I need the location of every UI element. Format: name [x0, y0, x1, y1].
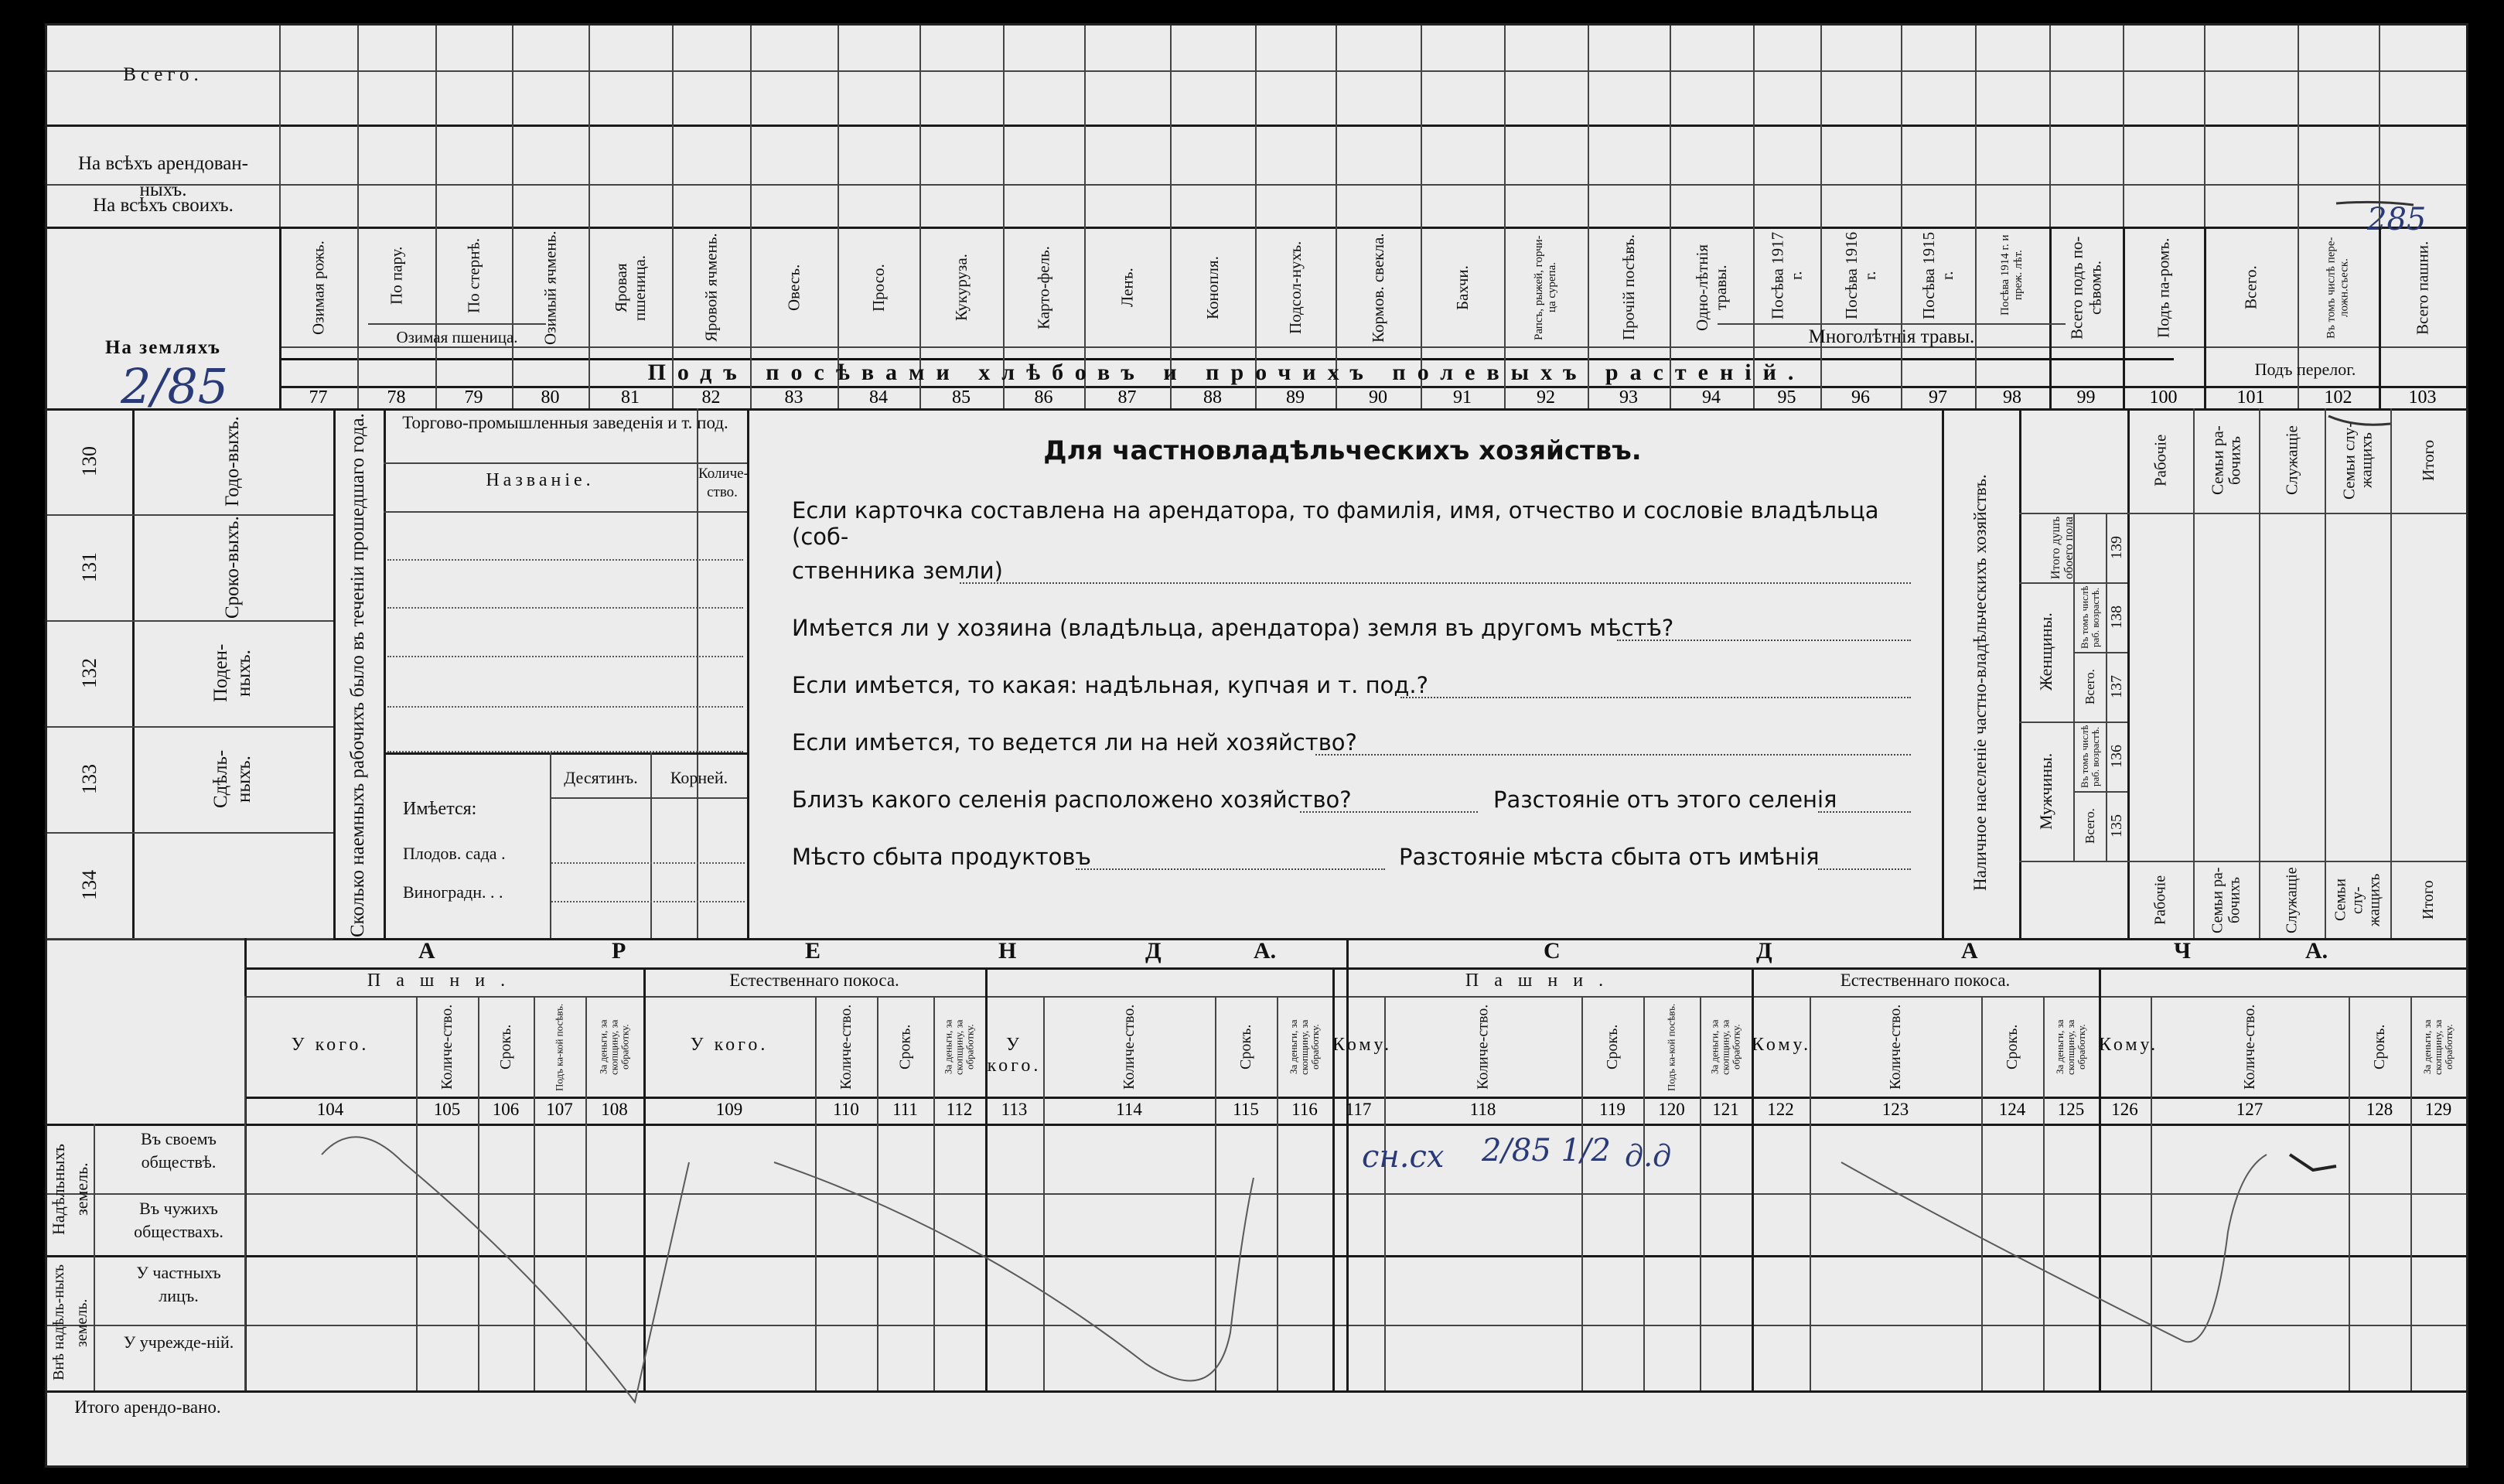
lease-group-pashni: Пашни.: [367, 971, 521, 991]
row-in-own-society: Въ своемъ обществѣ.: [141, 1129, 217, 1172]
lease-column-header: Количе-ство.: [2241, 1004, 2258, 1090]
lease-column-number: 129: [2424, 1100, 2452, 1119]
crop-column-number: 99: [2076, 387, 2096, 408]
crop-column-number: 80: [541, 387, 560, 408]
crop-column-header: Карто-фель.: [1034, 246, 1053, 329]
row-label-rented: На всѣхъ арендован-ныхъ.: [77, 153, 249, 200]
crop-column-number: 98: [2003, 387, 2021, 408]
population-caption: Наличное населеніе частно-владѣльческихъ хозяйствъ.: [1970, 474, 1990, 892]
worker-column-label: Сдѣль-ныхъ.: [210, 749, 254, 809]
crop-column-number: 91: [1453, 387, 1472, 408]
workers-caption: Сколько наемныхъ рабочихъ было въ теченіи прошедшаго года.: [347, 413, 368, 937]
crop-column-number: 83: [784, 387, 803, 408]
crop-column-number: 103: [2408, 387, 2437, 408]
crop-column-header: Одно-лѣтнія травы.: [1693, 244, 1730, 332]
lease-column-number: 125: [2057, 1100, 2085, 1119]
women-working-age: Въ томъ числѣ раб. возрастѣ.: [2079, 585, 2101, 649]
right-panel-header: Семьи ра-бочихъ: [2208, 425, 2244, 496]
crop-column-number: 102: [2324, 387, 2352, 408]
lease-column-number: 124: [1998, 1100, 2026, 1119]
roots-label: Корней.: [670, 768, 728, 787]
lease-column-header: Кому.: [2099, 1035, 2159, 1055]
crop-column-number: 96: [1851, 387, 1870, 408]
crop-column-number: 90: [1369, 387, 1387, 408]
vineyards-label: Виноградн. . .: [403, 882, 503, 902]
lease-column-number: 112: [946, 1100, 973, 1119]
orchards-label: Плодов. сада .: [403, 844, 506, 863]
lease-column-number: 110: [833, 1100, 859, 1119]
lease-column-header: Количе-ство.: [1121, 1004, 1138, 1090]
handwritten-plot-number: 2/85: [121, 358, 229, 414]
crop-column-header: Овесъ.: [784, 264, 803, 312]
distance-market-label: Разстояніе мѣста сбыта отъ имѣнія: [1399, 844, 1820, 870]
worker-column-label: Сроко-выхъ.: [222, 516, 243, 619]
lease-column-header: Количе-ство.: [438, 1004, 455, 1090]
distance-village-label: Разстояніе отъ этого селенія: [1493, 786, 1837, 813]
crop-column-header: Подсол-нухъ.: [1286, 241, 1305, 335]
handwritten-entry-3: д.д: [1625, 1139, 1672, 1173]
worker-column-number: 133: [78, 764, 101, 794]
crop-column-header: По пару.: [387, 246, 406, 305]
row-label-own: На всѣхъ своихъ.: [93, 194, 234, 216]
form-line-4: Если имѣется, то какая: надѣльная, купчая и т. под.?: [792, 672, 1428, 698]
crop-column-header: Посѣва 1917 г.: [1768, 231, 1806, 319]
population-men: Мужчины.: [2036, 752, 2055, 830]
arenda-letter: А.: [1254, 938, 1277, 964]
crop-column-number: 84: [869, 387, 888, 408]
row-total-rented: Итого арендо-вано.: [74, 1397, 221, 1417]
sdacha-letter: А: [1961, 938, 1978, 964]
lease-column-header: За деньги, за скопщину, за обработку.: [942, 1019, 976, 1075]
crop-column-header: Посѣва 1915 г.: [1919, 231, 1956, 319]
lease-column-header: Срокъ.: [2004, 1024, 2021, 1070]
num-139: 139: [2108, 536, 2125, 559]
sdacha-letter: Д: [1756, 938, 1772, 964]
crop-column-header: Всего.: [2241, 265, 2260, 310]
private-form-title: Для частновладѣльческихъ хозяйствъ.: [1043, 435, 1642, 466]
lease-column-header: Срокъ.: [497, 1024, 514, 1070]
form-line-1: Если карточка составлена на арендатора, то фамилія, имя, отчество и сословіе владѣльца (соб-: [792, 497, 1879, 550]
crop-column-header: Конопля.: [1203, 256, 1222, 319]
lease-group-pokos: Естественнаго покоса.: [729, 971, 899, 990]
women-total: Всего.: [2083, 669, 2097, 704]
worker-column-number: 130: [78, 446, 101, 476]
sdacha-letter: А.: [2305, 938, 2328, 964]
row-label-total: Всего.: [123, 64, 203, 85]
worker-column-label: Годо-выхъ.: [222, 416, 243, 507]
crop-column-number: 101: [2236, 387, 2265, 408]
form-line-7: Мѣсто сбыта продуктовъ: [792, 844, 1091, 870]
lease-column-number: 105: [433, 1100, 461, 1119]
handwritten-corner-number: 285: [2367, 202, 2427, 237]
sdacha-group-pashni: Пашни.: [1465, 971, 1619, 991]
lease-column-number: 122: [1767, 1100, 1794, 1119]
right-panel-footer: Служащіе: [2283, 867, 2301, 933]
lease-column-header: У кого.: [690, 1035, 769, 1055]
has-label: Имѣется:: [403, 799, 477, 819]
crop-column-header: Бахчи.: [1453, 265, 1472, 310]
lease-column-number: 127: [2236, 1100, 2263, 1119]
crop-column-header: Яровой ячмень.: [701, 233, 721, 343]
lease-column-header: Кому.: [1752, 1035, 1812, 1055]
lease-column-number: 115: [1233, 1100, 1259, 1119]
arenda-letter: Д: [1145, 938, 1162, 964]
lease-column-header: У кого.: [291, 1035, 370, 1055]
lease-column-number: 107: [546, 1100, 573, 1119]
worker-column-label: Поден-ныхъ.: [210, 643, 254, 703]
men-working-age: Въ томъ числѣ раб. возрастѣ.: [2079, 725, 2101, 788]
lease-column-number: 117: [1345, 1100, 1372, 1119]
lease-column-number: 120: [1658, 1100, 1685, 1119]
arenda-letter: Р: [612, 938, 626, 964]
form-line-3: Имѣется ли у хозяина (владѣльца, арендатора) земля въ другомъ мѣстѣ?: [792, 615, 1674, 641]
crop-column-header: Просо.: [869, 264, 888, 312]
lease-column-number: 128: [2366, 1100, 2393, 1119]
lease-column-header: За деньги, за скопщину, за обработку.: [2054, 1019, 2087, 1075]
lease-column-number: 111: [892, 1100, 918, 1119]
crop-column-number: 79: [464, 387, 483, 408]
num-136: 136: [2108, 745, 2125, 768]
sdacha-group-pokos: Естественнаго покоса.: [1840, 971, 2011, 990]
right-panel-footer: Семьи слу-жащихъ: [2332, 873, 2383, 927]
crop-column-header: Посѣва 1914 г. и преж. лѣт.: [1999, 234, 2025, 316]
lease-column-number: 118: [1469, 1100, 1496, 1119]
crop-column-header: Всего подъ по-сѣвомъ.: [2067, 236, 2105, 339]
lease-column-header: Количе-ство.: [838, 1004, 855, 1090]
arenda-letter: Н: [998, 938, 1017, 964]
arenda-letter: А: [418, 938, 435, 964]
right-panel-footer: Рабочіе: [2151, 875, 2169, 926]
crop-column-header: Посѣва 1916 г.: [1842, 231, 1879, 319]
right-panel-header: Служащіе: [2282, 425, 2301, 496]
establishments-name-col: Названіе.: [486, 470, 595, 490]
lease-column-header: За деньги, за скопщину, за обработку.: [1708, 1019, 1742, 1075]
crop-column-number: 95: [1777, 387, 1796, 408]
crop-column-header: Озимый ячмень.: [541, 230, 560, 345]
lease-column-header: За деньги, за скопщину, за обработку.: [1288, 1019, 1321, 1075]
crop-column-number: 92: [1537, 387, 1555, 408]
crop-column-header: Въ томъ числѣ пере-ложн.съеск.: [2325, 237, 2351, 339]
crop-column-number: 97: [1929, 387, 1947, 408]
lease-column-header: Количе-ство.: [1887, 1004, 1904, 1090]
worker-column-number: 131: [78, 552, 101, 582]
row-label-on-lands: На земляхъ: [104, 337, 222, 358]
lease-column-number: 113: [1001, 1100, 1028, 1119]
crop-column-number: 81: [621, 387, 640, 408]
form-line-5: Если имѣется, то ведется ли на ней хозяйство?: [792, 729, 1357, 756]
lease-column-number: 106: [492, 1100, 520, 1119]
sdacha-letter: Ч: [2174, 938, 2192, 964]
crop-column-number: 100: [2149, 387, 2178, 408]
right-panel-footer: Итого: [2420, 880, 2437, 920]
lease-column-header: Кому.: [1332, 1035, 1393, 1055]
lease-column-number: 121: [1712, 1100, 1739, 1119]
row-institutions: У учрежде-ній.: [123, 1332, 234, 1352]
group-fallow: Подъ перелог.: [2254, 360, 2356, 379]
crop-column-header: Кормов. свекла.: [1369, 233, 1387, 343]
crop-column-header: Кукуруза.: [952, 254, 971, 322]
handwritten-entry-1: сн.сх: [1362, 1139, 1445, 1175]
lease-column-number: 114: [1116, 1100, 1142, 1119]
row-private-persons: У частныхъ лицъ.: [136, 1263, 221, 1305]
crop-column-header: Подъ па-ромъ.: [2154, 237, 2173, 338]
men-total: Всего.: [2083, 808, 2097, 844]
handwritten-entry-2: 2/85 1/2: [1482, 1133, 1611, 1168]
crop-column-number: 93: [1619, 387, 1638, 408]
census-card-sheet: [45, 23, 2468, 1468]
crop-column-number: 82: [701, 387, 721, 408]
crop-column-number: 87: [1117, 387, 1137, 408]
lease-column-number: 119: [1599, 1100, 1626, 1119]
crop-column-number: 94: [1702, 387, 1721, 408]
crop-column-number: 88: [1203, 387, 1222, 408]
lease-column-number: 126: [2111, 1100, 2138, 1119]
sdacha-letter: С: [1544, 938, 1561, 964]
lease-column-header: Срокъ.: [1604, 1024, 1621, 1070]
right-panel-header: Рабочіе: [2151, 434, 2170, 487]
form-line-6: Близъ какого селенія расположено хозяйство?: [792, 786, 1352, 813]
rule: [2466, 26, 2468, 408]
crop-column-number: 89: [1286, 387, 1305, 408]
establishments-qty-col: Количе-ство.: [698, 466, 749, 500]
lease-column-header: Срокъ.: [896, 1024, 914, 1070]
desyatin-label: Десятинъ.: [564, 768, 638, 787]
right-panel-header: Семьи слу-жащихъ: [2339, 421, 2376, 500]
num-138: 138: [2108, 606, 2125, 629]
crop-column-header: По стернѣ.: [464, 237, 483, 313]
establishments-title: Торгово-промышленныя заведенія и т. под.: [402, 413, 728, 432]
non-allotment-group: Внѣ надѣль-ныхъ земель.: [50, 1264, 90, 1381]
form-line-2: ственника земли): [792, 558, 1003, 584]
lease-column-header: За деньги, за скопщину, за обработку.: [597, 1019, 631, 1075]
row-in-other-societies: Въ чужихъ обществахъ.: [134, 1199, 223, 1241]
lease-column-header: Подъ ка-кой посѣвъ.: [553, 1003, 565, 1091]
num-135: 135: [2108, 814, 2125, 838]
group-perennial: Многолѣтнія травы.: [1718, 323, 2066, 348]
lease-column-number: 116: [1291, 1100, 1318, 1119]
allotment-group: Надѣльныхъ земель.: [49, 1144, 91, 1235]
lease-column-number: 123: [1881, 1100, 1909, 1119]
crop-column-number: 77: [309, 387, 328, 408]
crop-column-number: 78: [387, 387, 406, 408]
worker-column-number: 134: [78, 870, 101, 900]
lease-column-header: За деньги, за скопщину, за обработку.: [2421, 1019, 2455, 1075]
right-panel-header: Итого: [2419, 439, 2437, 482]
crop-column-number: 86: [1034, 387, 1053, 408]
worker-column-number: 132: [78, 658, 101, 688]
crop-column-header: Рапсъ, рыжей, горчи-ца сурепа.: [1533, 235, 1558, 340]
arenda-letter: Е: [805, 938, 821, 964]
crop-column-number: 85: [952, 387, 971, 408]
lease-column-header: У кого.: [987, 1035, 1042, 1076]
population-women: Женщины.: [2036, 612, 2055, 691]
lease-column-header: Срокъ.: [2371, 1024, 2388, 1070]
crop-column-header: Озимая рожь.: [309, 241, 328, 335]
lease-column-header: Количе-ство.: [1474, 1004, 1492, 1090]
lease-column-number: 104: [316, 1100, 344, 1119]
lease-column-number: 109: [715, 1100, 743, 1119]
right-panel-footer: Семьи ра-бочихъ: [2209, 867, 2243, 933]
num-137: 137: [2108, 675, 2125, 698]
pencil-strikethrough-marks: [47, 26, 2466, 1465]
group-winter-wheat: Озимая пшеница.: [368, 323, 546, 347]
population-grand-total: Итого душъ обоего пола: [2049, 516, 2076, 579]
group-under-crops: Подъ посѣвами хлѣбовъ и прочихъ полевыхъ растеній.: [647, 360, 1806, 385]
crop-column-header: Прочій посѣвъ.: [1619, 234, 1638, 341]
lease-column-number: 108: [601, 1100, 628, 1119]
lease-column-header: Подъ ка-кой посѣвъ.: [1665, 1003, 1677, 1091]
crop-column-header: Всего пашни.: [2413, 241, 2432, 335]
crop-column-header: Ленъ.: [1117, 268, 1137, 308]
lease-column-header: Срокъ.: [1237, 1024, 1254, 1070]
crop-column-header: Яровая пшеница.: [612, 254, 649, 321]
